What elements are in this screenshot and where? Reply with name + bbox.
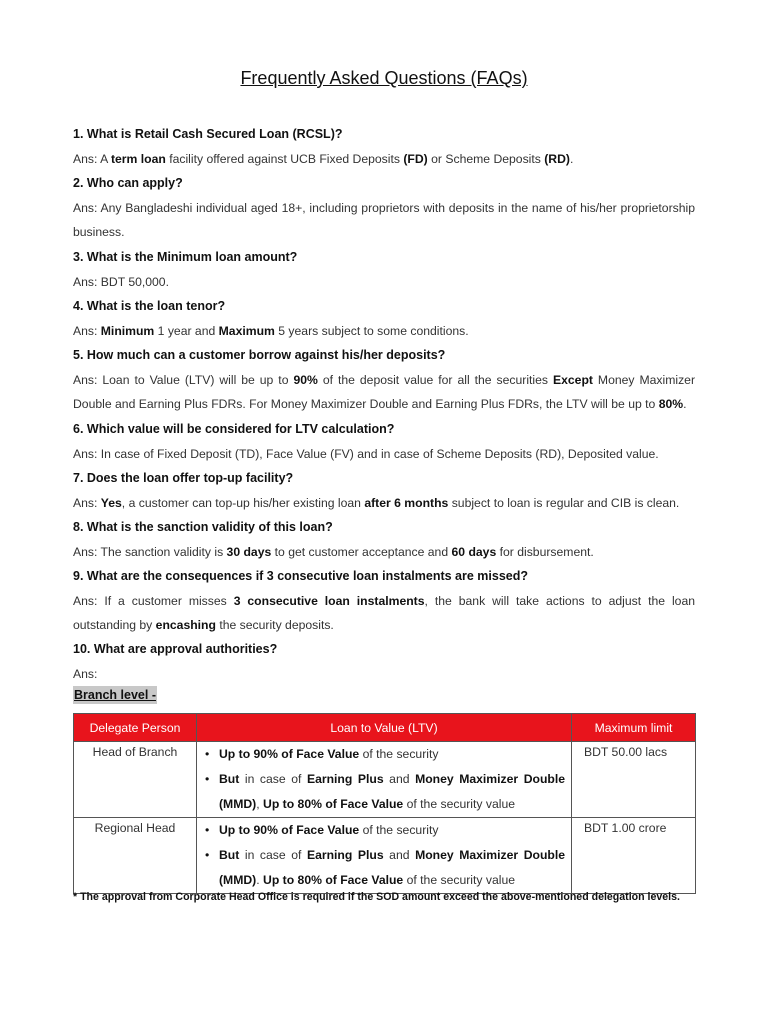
column-header: Maximum limit [572, 714, 696, 742]
faq-2 [73, 171, 695, 245]
answer: Ans: Minimum 1 year and Maximum 5 years subject to some conditions. [73, 323, 469, 338]
list-item: • But in case of Earning Plus and Money Maximizer Double (MMD). Up to 80% of Face Value of the security value [205, 843, 565, 893]
maximum-limit-cell: BDT 1.00 crore [572, 818, 696, 894]
column-header: Loan to Value (LTV) [197, 714, 572, 742]
answer: Ans: A term loan facility offered against UCB Fixed Deposits (FD) or Scheme Deposits (RD). [73, 151, 574, 166]
faq-3 [73, 245, 695, 294]
faq-6 [73, 417, 695, 466]
delegate-person-cell: Head of Branch [74, 742, 197, 818]
footnote: * The approval from Corporate Head Office is required if the SOD amount exceed the above-mentioned delegation levels. [73, 891, 680, 903]
question: 1. What is Retail Cash Secured Loan (RCSL)? [73, 127, 343, 141]
question: 4. What is the loan tenor? [73, 299, 226, 313]
branch-level-label: Branch level - [74, 688, 156, 702]
table-row [74, 742, 696, 818]
ltv-cell [197, 742, 572, 818]
question: 9. What are the consequences if 3 consecutive loan instalments are missed? [73, 569, 529, 583]
ltv-cell [197, 818, 572, 894]
question: 10. What are approval authorities? [73, 642, 278, 656]
answer: Ans: [73, 666, 98, 681]
question: 3. What is the Minimum loan amount? [73, 250, 298, 264]
answer: Ans: Yes, a customer can top-up his/her existing loan after 6 months subject to loan is regular and CIB is clean. [73, 495, 680, 510]
faq-7 [73, 466, 695, 515]
faq-8 [73, 515, 695, 564]
answer: Ans: Loan to Value (LTV) will be up to 90% of the deposit value for all the securities Except Money Maximizer Double and Earning Plus FDRs. For Money Maximizer Double and Earning Plus FDRs, the LTV will be up to 80%. [73, 372, 695, 411]
question: 2. Who can apply? [73, 176, 183, 190]
page-title: Frequently Asked Questions (FAQs) [240, 68, 528, 88]
table-header-row [74, 714, 696, 742]
delegate-person-cell: Regional Head [74, 818, 197, 894]
faq-1 [73, 122, 695, 171]
list-item: • Up to 90% of Face Value of the security [205, 818, 565, 843]
list-item: • But in case of Earning Plus and Money Maximizer Double (MMD), Up to 80% of Face Value of the security value [205, 767, 565, 817]
faq-5 [73, 343, 695, 417]
answer: Ans: In case of Fixed Deposit (TD), Face Value (FV) and in case of Scheme Deposits (RD), Deposited value. [73, 446, 659, 461]
answer: Ans: BDT 50,000. [73, 274, 169, 289]
approval-authority-table [73, 713, 696, 894]
question: 7. Does the loan offer top-up facility? [73, 471, 294, 485]
table-row [74, 818, 696, 894]
question: 6. Which value will be considered for LTV calculation? [73, 422, 395, 436]
faq-4 [73, 294, 695, 343]
maximum-limit-cell: BDT 50.00 lacs [572, 742, 696, 818]
faq-9 [73, 564, 695, 638]
list-item: • Up to 90% of Face Value of the security [205, 742, 565, 767]
question: 5. How much can a customer borrow against his/her deposits? [73, 348, 446, 362]
question: 8. What is the sanction validity of this loan? [73, 520, 333, 534]
column-header: Delegate Person [74, 714, 197, 742]
answer: Ans: Any Bangladeshi individual aged 18+, including proprietors with deposits in the name of his/her proprietorship business. [73, 200, 695, 239]
faq-10 [73, 637, 695, 686]
answer: Ans: If a customer misses 3 consecutive loan instalments, the bank will take actions to adjust the loan outstanding by encashing the security deposits. [73, 593, 696, 632]
answer: Ans: The sanction validity is 30 days to get customer acceptance and 60 days for disbursement. [73, 544, 594, 559]
